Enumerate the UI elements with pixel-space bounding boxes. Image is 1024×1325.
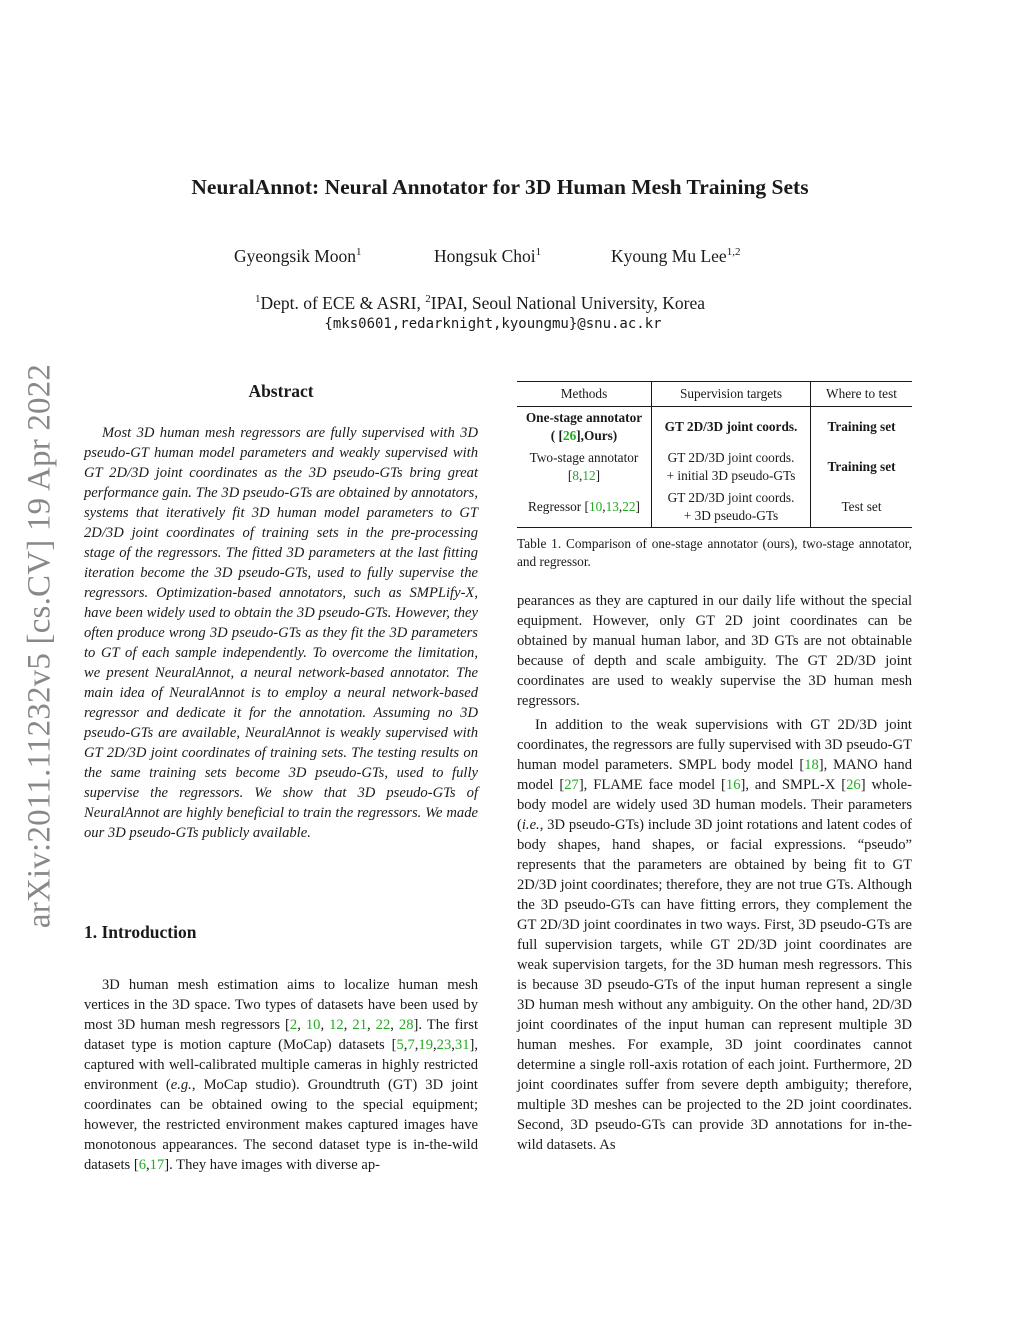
text-run: ], captured with well-calibrated multiple cameras in highly restricted environment (: [84, 1037, 478, 1093]
citation-link[interactable]: 8: [572, 468, 580, 483]
abstract-body: Most 3D human mesh regressors are fully supervised with 3D pseudo-GT human model parameters and weakly supervised with GT 2D/3D joint coordinates as the 3D pseudo-GTs bring great performance gain. The 3D pseudo-GTs are obtained by annotators, systems that iteratively fit 3D human model parameters to GT 2D/3D joint coordinates of training sets in the pre-processing stage of the regressors. The fitted 3D parameters at the last fitting iteration become the 3D pseudo-GTs, used to fully supervise the regressors. Optimization-based annotators, such as SMPLify-X, have been widely used to obtain the 3D pseudo-GTs. However, they often produce wrong 3D pseudo-GTs as they fit the 3D parameters to GT of each sample independently. To overcome the limitation, we present NeuralAnnot, a neural network-based annotator. The main idea of NeuralAnnot is to employ a neural network-based regressor and dedicate it for the annotation. Assuming no 3D pseudo-GTs are available, NeuralAnnot is weakly supervised with GT 2D/3D joint coordinates of training sets. The testing results on the same training sets become 3D pseudo-GTs, used to fully supervise the regressors. We show that 3D pseudo-GTs of NeuralAnnot are highly beneficial to train the regressors. We made our 3D pseudo-GTs publicly available.: [84, 425, 478, 841]
arxiv-identifier-text: arXiv:2011.11232v5 [cs.CV] 19 Apr 2022: [21, 363, 58, 929]
citation-link[interactable]: 12: [329, 1017, 344, 1033]
text-run: 3D human mesh estimation aims to localize human mesh vertices in the 3D space. Two types of datasets have been used by most 3D human mesh regressors [: [84, 977, 478, 1033]
section-heading-introduction: 1. Introduction: [84, 922, 197, 942]
citation-link[interactable]: 19: [418, 1037, 433, 1053]
citation-link[interactable]: 13: [605, 499, 619, 514]
citation-link[interactable]: 7: [407, 1037, 415, 1053]
text-run: GT 2D/3D joint coords.: [667, 490, 795, 505]
arxiv-identifier: [8, 350, 72, 942]
introduction-paragraph-3: [517, 715, 912, 1155]
text-run: In addition to the weak supervisions with GT 2D/3D joint coordinates, the regressors are fully supervised with 3D pseudo-GT human model parameters. SMPL body model [: [517, 717, 912, 773]
text-run: + 3D pseudo-GTs: [683, 508, 779, 523]
citation-link[interactable]: 16: [725, 777, 741, 793]
table-cell-where: Training set: [827, 459, 896, 474]
text-run: e.g.: [170, 1077, 192, 1093]
affiliation-mark-2: 2: [425, 293, 431, 305]
text-run: ],Ours): [576, 428, 618, 443]
table-caption: Table 1. Comparison of one-stage annotator (ours), two-stage annotator, and regressor.: [517, 536, 912, 569]
paper-title: NeuralAnnot: Neural Annotator for 3D Human Mesh Training Sets: [191, 175, 809, 199]
affiliation-text-2: IPAI, Seoul National University, Korea: [430, 292, 706, 313]
affiliation-text-1: Dept. of ECE & ASRI,: [260, 292, 426, 313]
text-run: , MoCap studio). Groundtruth (GT) 3D joint coordinates can be obtained owing to the special equipment; however, the restricted environment makes captured images have monotonous appearances. The second dataset type is in-the-wild datasets [: [84, 1077, 478, 1173]
table-row: [517, 407, 912, 448]
citation-link[interactable]: 31: [454, 1037, 470, 1053]
text-run: GT 2D/3D joint coords.: [667, 450, 795, 465]
citation-link[interactable]: 10: [588, 499, 603, 514]
citation-link[interactable]: 21: [352, 1017, 367, 1033]
text-run: ( [: [550, 428, 563, 443]
text-run: ], MANO hand model [: [517, 757, 912, 793]
author-affiliation-mark: 1: [356, 246, 362, 258]
citation-link[interactable]: 2: [289, 1017, 298, 1033]
table-cell-method: Regressor [10,13,22]: [517, 487, 652, 528]
text-run: Two-stage annotator: [529, 450, 639, 465]
table-row: [517, 487, 912, 528]
citation-link[interactable]: 26: [562, 428, 577, 443]
citation-link[interactable]: 6: [138, 1157, 147, 1173]
table-cell-where: Test set: [841, 499, 882, 514]
table-header-cell: Where to test: [811, 382, 913, 407]
citation-link[interactable]: 5: [396, 1037, 404, 1053]
table-header-cell: Supervision targets: [652, 382, 811, 407]
author-name: Hongsuk Choi: [434, 245, 536, 266]
table-cell-method: Two-stage annotator [8,12]: [517, 447, 652, 487]
text-run: ], and SMPL-X [: [740, 777, 847, 793]
text-run: + initial 3D pseudo-GTs: [666, 468, 796, 483]
citation-link[interactable]: 18: [804, 757, 819, 773]
affiliation-mark-1: 1: [254, 293, 261, 305]
table-row: [517, 447, 912, 487]
introduction-paragraph-2: pearances as they are captured in our daily life without the special equipment. However, only GT 2D joint coordinates can be obtained by manual human labor, and 3D GTs are not obtainable because of depth and scale ambiguity. The GT 2D/3D joint coordinates are used to weakly supervise the 3D human mesh regressors.: [517, 593, 912, 709]
text-run: Regressor [: [528, 499, 589, 514]
citation-link[interactable]: 12: [582, 468, 596, 483]
text-run: , 3D pseudo-GTs) include 3D joint rotations and latent codes of body shapes, hand shapes, or facial expressions. “pseudo” represents that the parameters are obtained by being fit to GT 2D/3D joint coordinates; therefore, they are not true GTs. Although the 3D pseudo-GTs can have fitting errors, they complement the GT 2D/3D joint coordinates in two ways. First, 3D pseudo-GTs are full supervision targets, while GT 2D/3D joint coordinates are weak supervision targets, for the 3D human mesh regressors. This is because 3D pseudo-GTs of the input human represent a single 3D human mesh without any ambiguity. On the other hand, 2D/3D joint coordinates of the input human can represent multiple 3D human meshes. For example, 3D joint coordinates cannot determine a single roll-axis rotation of each joint. Furthermore, 2D joint coordinates suffer from severe depth ambiguity; therefore, multiple 3D meshes can be projected to the 2D joint coordinates. Second, 3D pseudo-GTs can provide 3D annotations for in-the-wild datasets. As: [517, 817, 912, 1153]
table-cell-where: Training set: [827, 419, 896, 434]
author-affiliation-mark: 1: [535, 246, 542, 258]
table-cell-target: [652, 447, 811, 487]
citation-link[interactable]: 28: [398, 1017, 414, 1033]
text-run: ]. They have images with diverse ap-: [164, 1157, 380, 1173]
introduction-paragraph-1: 3D human mesh estimation aims to localize human mesh vertices in the 3D space. Two types of datasets have been used by most 3D human mesh regressors [2, 10, 12, 21, 22, 28]. The first dataset type is motion capture (MoCap) datasets [5,7,19,23,31], captured with well-calibrated multiple cameras in highly restricted environment (e.g., MoCap studio). Groundtruth (GT) 3D joint coordinates can be obtained owing to the special equipment; however, the restricted environment makes captured images have monotonous appearances. The second dataset type is in-the-wild datasets [6,17]. They have images with diverse ap-: [84, 977, 479, 1173]
table-header-cell: Methods: [517, 382, 652, 407]
table-header-row: [517, 382, 912, 407]
citation-link[interactable]: 27: [564, 777, 579, 793]
author-name: Kyoung Mu Lee: [611, 245, 727, 266]
citation-link[interactable]: 26: [846, 777, 861, 793]
author-affiliation-mark: 1,2: [726, 246, 741, 258]
author-2: [434, 240, 541, 268]
text-run: One-stage annotator: [525, 410, 643, 425]
table-cell-target: GT 2D/3D joint coords.: [652, 407, 811, 448]
comparison-table: [517, 381, 912, 528]
author-name: Gyeongsik Moon: [234, 245, 357, 266]
table-cell-target: [652, 487, 811, 528]
abstract-heading: Abstract: [248, 381, 314, 401]
citation-link[interactable]: 10: [305, 1017, 321, 1033]
text-run: i.e.: [521, 817, 540, 833]
author-3: [611, 240, 740, 268]
text-run: ], FLAME face model [: [578, 777, 726, 793]
citation-link[interactable]: 23: [436, 1037, 452, 1053]
citation-link[interactable]: 17: [149, 1157, 165, 1173]
table-cell-method: [517, 407, 652, 448]
author-emails: {mks0601,redarknight,kyoungmu}@snu.ac.kr: [324, 316, 662, 332]
citation-link[interactable]: 22: [375, 1017, 391, 1033]
citation-link[interactable]: 22: [622, 499, 636, 514]
affiliation: [0, 287, 960, 315]
text-run: ]. The first dataset type is motion capture (MoCap) datasets [: [84, 1017, 479, 1053]
text-run: ] whole-body model are widely used 3D human models. Their parameters (: [517, 777, 912, 833]
author-1: [234, 240, 362, 268]
